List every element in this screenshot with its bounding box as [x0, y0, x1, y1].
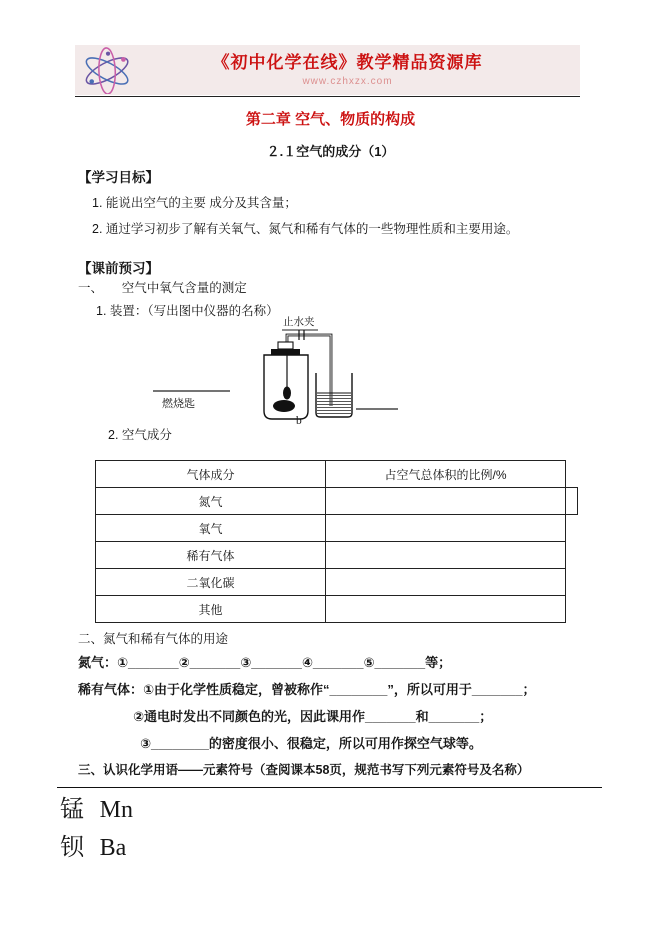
element-name: 锰: [60, 796, 85, 823]
table-row: [96, 515, 566, 542]
chapter-title: 第二章 空气、物质的构成: [245, 111, 416, 128]
rare-gas-line-2: ②通电时发出不同颜色的光，因此课用作_______和_______；: [133, 709, 493, 724]
atom-logo-icon: [79, 46, 139, 94]
table-side-box: [564, 487, 578, 515]
table-header-ratio: 占空气总体积的比例/%: [326, 461, 566, 488]
table-cell-blank: [326, 569, 566, 596]
element-symbol: Ba: [99, 835, 127, 861]
table-cell-blank: [326, 488, 566, 515]
site-url: www.czhxzx.com: [302, 75, 393, 87]
table-row: [96, 596, 566, 623]
rare-gas-line-3: ③________的密度很小、很稳定，所以可用作探空气球等。: [140, 736, 482, 751]
apparatus-diagram: [150, 313, 460, 437]
site-header-banner: [75, 45, 580, 95]
burning-spoon-label: 燃烧匙: [162, 398, 195, 410]
element-symbol: Mn: [99, 797, 134, 823]
learning-goals-heading: 【学习目标】: [78, 170, 159, 185]
gas-bottle: [264, 342, 308, 419]
preview-heading: 【课前预习】: [78, 261, 159, 276]
composition-label: 2. 空气成分: [108, 428, 172, 442]
part1-title: 一、 空气中氧气含量的测定: [78, 281, 247, 295]
apparatus-diagram-drawing: [150, 313, 460, 437]
gas-name-cell: 氧气: [96, 515, 326, 542]
table-row: [96, 569, 566, 596]
gas-name-cell: 二氧化碳: [96, 569, 326, 596]
diagram-letter-b: b: [296, 415, 302, 427]
table-header-gas: 气体成分: [96, 461, 326, 488]
clamp-label: 止水夹: [283, 316, 315, 328]
table-cell-blank: [326, 596, 566, 623]
learning-goal-item: 1. 能说出空气的主要 成分及其含量；: [92, 196, 297, 210]
element-name: 钡: [60, 834, 85, 861]
writing-line: [57, 787, 602, 788]
part3-title: 三、认识化学用语——元素符号（查阅课本58页，规范书写下列元素符号及名称）: [78, 763, 530, 777]
air-composition-table: [95, 460, 566, 623]
site-title: 《初中化学在线》教学精品资源库: [212, 53, 483, 73]
beaker: [316, 373, 352, 417]
device-label: 1. 装置：（写出图中仪器的名称）: [96, 304, 279, 318]
gas-name-cell: 其他: [96, 596, 326, 623]
atom-logo: [75, 46, 143, 94]
element-row: [60, 827, 126, 862]
section-title: ２.１空气的成分（1）: [266, 144, 395, 159]
table-cell-blank: [326, 515, 566, 542]
part2-title: 二、氮气和稀有气体的用途: [78, 632, 229, 646]
element-row: [60, 789, 133, 824]
table-row: [96, 542, 566, 569]
gas-name-cell: 稀有气体: [96, 542, 326, 569]
gas-name-cell: 氮气: [96, 488, 326, 515]
banner-text: [143, 53, 580, 86]
table-cell-blank: [326, 542, 566, 569]
nitrogen-uses-line: 氮气：①_______②_______③_______④_______⑤_______等；: [78, 655, 452, 670]
learning-goal-item: 2. 通过学习初步了解有关氧气、氮气和稀有气体的一些物理性质和主要用途。: [92, 222, 519, 236]
table-row: [96, 488, 566, 515]
header-divider: [75, 96, 580, 97]
table-header-row: [96, 461, 566, 488]
rare-gas-line-1: 稀有气体：①由于化学性质稳定，曾被称作“________”，所以可用于_______；: [78, 682, 536, 697]
